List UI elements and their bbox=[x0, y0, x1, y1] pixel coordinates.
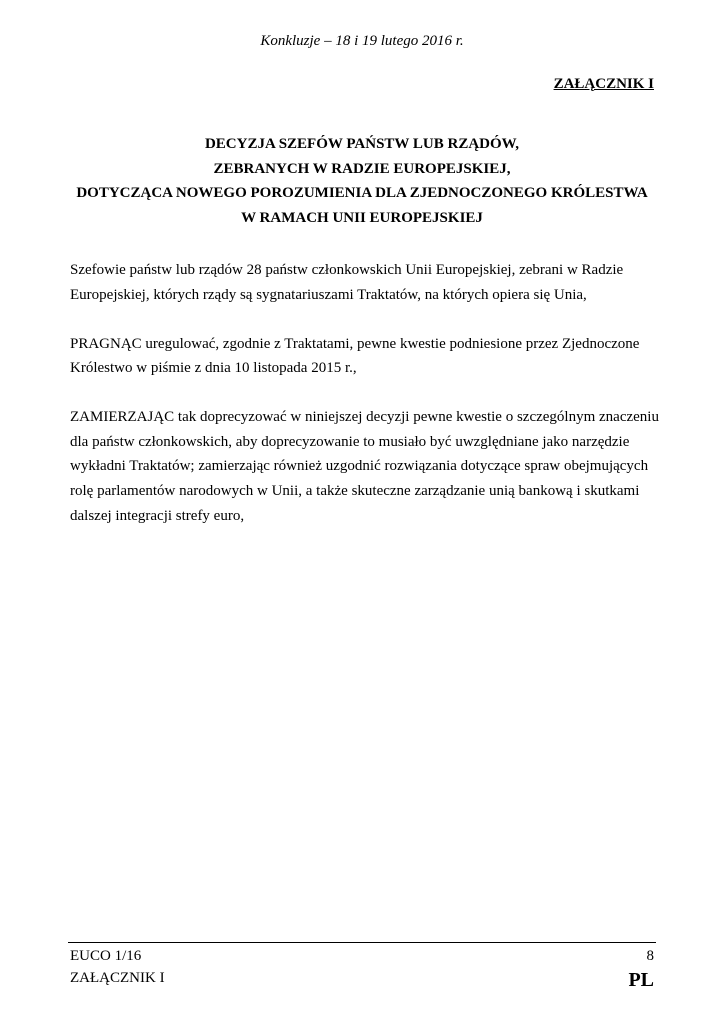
paragraph-line: Królestwo w piśmie z dnia 10 listopada 2015 r., bbox=[70, 360, 357, 377]
footer-divider bbox=[68, 942, 656, 943]
paragraph-line: rolę parlamentów narodowych w Unii, a także skuteczne zarządzanie unią bankową i skutkami bbox=[70, 482, 640, 499]
language-code: PL bbox=[628, 969, 654, 991]
paragraph-zamierzajac bbox=[70, 405, 660, 528]
paragraph-line: dalszej integracji strefy euro, bbox=[70, 507, 245, 524]
paragraph-line: dla państw członkowskich, aby doprecyzowanie to musiało być uwzględniane jako narzędzie bbox=[70, 433, 630, 450]
title-line: DECYZJA SZEFÓW PAŃSTW LUB RZĄDÓW, bbox=[204, 136, 520, 152]
running-header: Konkluzje – 18 i 19 lutego 2016 r. bbox=[260, 33, 464, 49]
paragraph-line: Europejskiej, których rządy są sygnatariuszami Traktatów, na których opiera się Unia, bbox=[70, 286, 587, 303]
doc-reference: EUCO 1/16 bbox=[70, 948, 142, 964]
title-line: ZEBRANYCH W RADZIE EUROPEJSKIEJ, bbox=[213, 160, 511, 177]
paragraph-line: PRAGNĄC uregulować, zgodnie z Traktatami, pewne kwestie podniesione przez Zjednoczone bbox=[70, 335, 640, 352]
page-number: 8 bbox=[646, 948, 654, 964]
annex-reference: ZAŁĄCZNIK I bbox=[70, 970, 165, 986]
footer-right bbox=[628, 945, 654, 993]
paragraph-preamble bbox=[70, 258, 660, 307]
document-body bbox=[70, 258, 660, 553]
title-line: W RAMACH UNII EUROPEJSKIEJ bbox=[241, 209, 483, 226]
decision-title bbox=[0, 132, 724, 230]
paragraph-pragnac bbox=[70, 332, 660, 381]
paragraph-line: ZAMIERZAJĄC tak doprecyzować w niniejszej decyzji pewne kwestie o szczególnym znaczeniu bbox=[70, 409, 659, 426]
paragraph-line: Szefowie państw lub rządów 28 państw członkowskich Unii Europejskiej, zebrani w Radzie bbox=[70, 262, 624, 278]
paragraph-line: wykładni Traktatów; zamierzając również uzgodnić rozwiązania dotyczące spraw obejmujących bbox=[70, 458, 649, 475]
footer-left bbox=[70, 945, 165, 989]
title-line: DOTYCZĄCA NOWEGO POROZUMIENIA DLA ZJEDNOCZONEGO KRÓLESTWA bbox=[76, 185, 648, 201]
annex-label: ZAŁĄCZNIK I bbox=[553, 76, 654, 92]
